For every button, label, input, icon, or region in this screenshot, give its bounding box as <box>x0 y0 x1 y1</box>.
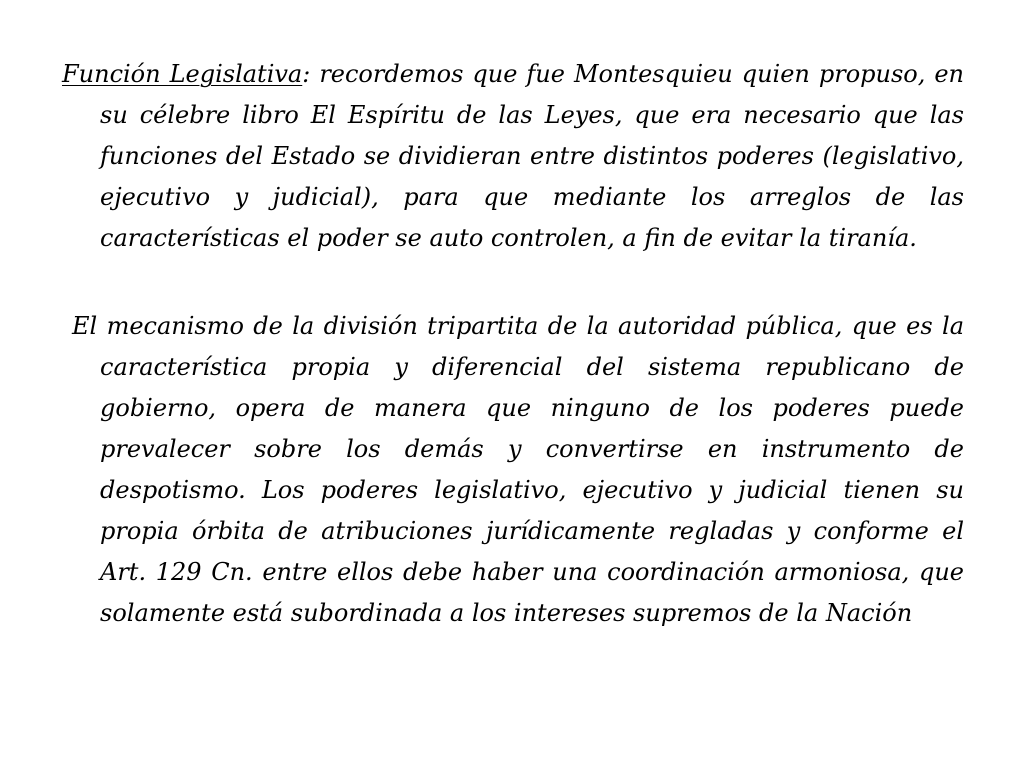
term-heading: Función Legislativa <box>62 60 303 88</box>
paragraph-text: : recordemos que fue Montesquieu quien propuso, en su célebre libro El Espíritu de las Leyes, que era necesario que las funciones del Estado se dividieran entre distintos poderes (legislativo, ejecutivo y judicial), para que mediante los arreglos de las características el poder se auto controlen, a fin de evitar la tiranía. <box>100 60 964 252</box>
paragraph-legislative-function <box>62 54 964 259</box>
paragraph-division-of-powers <box>62 306 964 634</box>
paragraph-text: El mecanismo de la división tripartita de la autoridad pública, que es la característica propia y diferencial del sistema republicano de gobierno, opera de manera que ninguno de los poderes puede prevalecer sobre los demás y convertirse en instrumento de despotismo. Los poderes legislativo, ejecutivo y judicial tienen su propia órbita de atribuciones jurídicamente regladas y conforme el Art. 129 Cn. entre ellos debe haber una coordinación armoniosa, que solamente está subordinada a los intereses supremos de la Nación <box>72 312 964 627</box>
